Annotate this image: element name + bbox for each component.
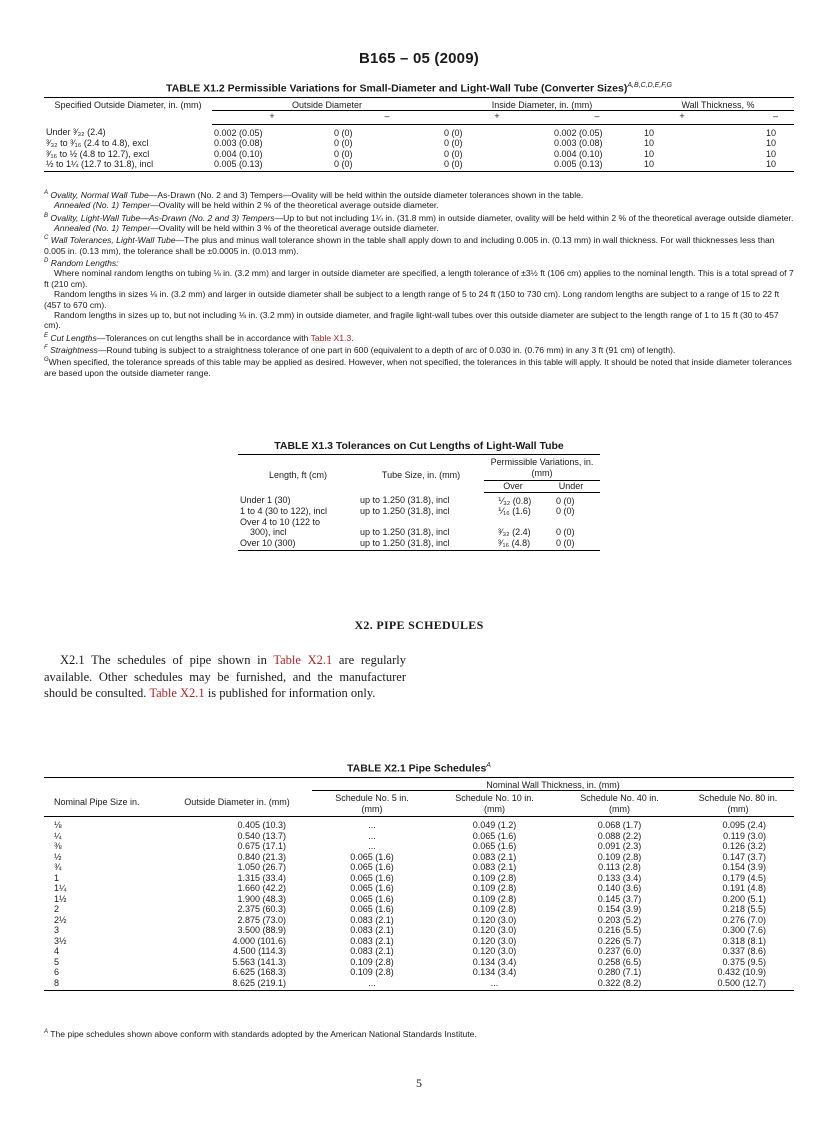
cell-outside-diameter: 0.405 (10.3) (237, 820, 286, 830)
cell-od-plus: 0.005 (0.13) (214, 159, 263, 169)
cell-tube: up to 1.250 (31.8), incl (360, 537, 450, 548)
table-x2-1-title-text: TABLE X2.1 Pipe Schedules (347, 762, 487, 775)
cell-schedule-5: 0.083 (2.1) (350, 935, 394, 946)
cell-under: 0 (0) (556, 506, 575, 516)
cell-wt-plus: 10 (644, 159, 655, 169)
note-d2: Random lengths in sizes ⅛ in. (3.2 mm) and larger in outside diameter shall be subject to a length range of 5 to 24 ft (150 to 730 cm). Long random lengths are subject to a range of 15 to 22 ft (457 to 670 cm). (44, 289, 780, 310)
note-a-label: Ovality, Normal Wall Tube (50, 189, 149, 200)
cell-schedule-5: 0.083 (2.1) (350, 925, 394, 935)
cell-over: ⅟₁₆ (1.6) (498, 506, 531, 516)
table-x1-3-title: TABLE X1.3 Tolerances on Cut Lengths of Light-Wall Tube (274, 440, 564, 452)
table-x1-3-grid (238, 454, 600, 551)
cell-schedule-80: 0.147 (3.7) (722, 851, 766, 862)
table-x1-2-title (44, 82, 794, 95)
note-b-mark: B (44, 212, 49, 219)
note-b2 (44, 223, 796, 233)
note-e-end: . (351, 332, 354, 343)
cell-tube: up to 1.250 (31.8), incl (360, 527, 450, 537)
group-inside-diameter: Inside Diameter, in. (mm) (442, 97, 642, 111)
cell-outside-diameter: 1.900 (48.3) (237, 893, 286, 904)
note-g-mark: G (44, 357, 49, 364)
cell-od-minus: 0 (0) (334, 138, 353, 148)
col-schedule-5: Schedule No. 5 in. (mm) (312, 791, 432, 817)
cell-schedule-10: 0.120 (3.0) (472, 914, 517, 925)
cell-schedule-40: 0.113 (2.8) (598, 862, 641, 872)
table-row (44, 862, 794, 873)
col-schedule-80: Schedule No. 80 in. (mm) (682, 791, 794, 817)
cell-schedule-10: 0.134 (3.4) (472, 956, 517, 967)
cell-outside-diameter: 1.660 (42.2) (237, 883, 286, 893)
table-x2-1-footnote-mark: A (44, 1029, 49, 1036)
cell-wt-minus: 10 (765, 148, 776, 159)
cell-schedule-5: 0.083 (2.1) (350, 914, 394, 925)
cell-schedule-40: 0.226 (5.7) (597, 935, 642, 946)
cell-schedule-40: 0.237 (6.0) (597, 946, 642, 956)
cell-schedule-5: 0.065 (1.6) (350, 862, 394, 872)
cell-schedule-40: 0.088 (2.2) (597, 830, 642, 841)
cell-schedule-80: 0.276 (7.0) (722, 914, 766, 925)
cell-outside-diameter: 5.563 (141.3) (232, 956, 286, 967)
cell-outside-diameter: 4.500 (114.3) (233, 946, 286, 956)
cell-nps: 1½ (54, 893, 67, 904)
note-b2-label: Annealed (No. 1) Temper (54, 222, 151, 233)
cell-over: ⅟₃₂ (0.8) (498, 495, 532, 506)
cell-over: ³⁄₁₆ (4.8) (498, 537, 531, 548)
note-d (44, 256, 796, 268)
cell-length: Over 4 to 10 (122 to (240, 516, 321, 527)
cell-schedule-40: 0.145 (3.7) (597, 893, 642, 904)
cell-schedule-40: 0.091 (2.3) (597, 841, 642, 851)
table-x1-2-notes (44, 188, 796, 378)
cell-schedule-5: ... (368, 830, 376, 841)
cell-schedule-80: 0.095 (2.4) (722, 820, 766, 830)
section-heading: X2. PIPE SCHEDULES (354, 618, 484, 632)
note-a-text: —As-Drawn (No. 2 and 3) Tempers—Ovality will be held within the outside diameter tolerances shown in the table. (148, 189, 584, 200)
cell-nps: ½ (54, 851, 62, 862)
note-g-text: When specified, the tolerance spreads of this table may be applied as desired. However, when not specified, the tolerances in this table will apply. It should be noted that inside diameter tolerances are based upon the outside diameter range. (44, 357, 792, 378)
cell-od-plus: 0.003 (0.08) (214, 138, 263, 148)
table-row (44, 915, 794, 926)
cell-schedule-10: 0.049 (1.2) (472, 820, 517, 830)
table-x1-2-title-footnotes: A,B,C,D,E,F,G (627, 82, 672, 89)
table-x1-2-grid (44, 97, 794, 172)
table-x2-1-footnote (44, 1029, 477, 1039)
cell-schedule-5: ... (368, 820, 376, 830)
id-minus-header: – (552, 111, 642, 125)
cell-schedule-40: 0.154 (3.9) (597, 904, 642, 914)
table-row (238, 538, 600, 551)
wt-minus-header: – (722, 111, 794, 125)
note-f (44, 343, 796, 355)
cell-schedule-10: 0.083 (2.1) (472, 851, 517, 862)
note-c-mark: C (44, 235, 49, 242)
table-x2-1-title-footnote: A (486, 762, 491, 769)
cell-schedule-40: 0.140 (3.6) (597, 883, 642, 893)
cell-nps: 3½ (54, 935, 67, 946)
table-row (44, 925, 794, 936)
cell-wt-plus: 10 (644, 138, 655, 148)
col-permissible-variations: Permissible Variations, in. (mm) (490, 457, 594, 478)
col-specified-od: Specified Outside Diameter, in. (mm) (54, 99, 202, 110)
cell-wt-minus: 10 (765, 138, 776, 148)
cell-od-minus: 0 (0) (334, 148, 353, 159)
cell-nps: ⅛ (54, 820, 62, 830)
note-a (44, 188, 796, 200)
col-under: Under (542, 481, 600, 493)
cell-schedule-10: 0.109 (2.8) (472, 904, 517, 914)
cell-schedule-10: 0.109 (2.8) (472, 893, 517, 904)
table-row (44, 936, 794, 947)
cell-schedule-80: 0.200 (5.1) (722, 893, 766, 904)
col-length: Length, ft (cm) (268, 470, 328, 481)
cell-outside-diameter: 0.540 (13.7) (237, 830, 286, 841)
table-row (44, 946, 794, 957)
cell-schedule-80: 0.300 (7.6) (722, 925, 766, 935)
cell-nps: 3 (54, 925, 60, 935)
cell-schedule-80: 0.218 (5.5) (722, 904, 766, 914)
cell-id-plus: 0 (0) (444, 159, 463, 169)
table-row (44, 883, 794, 894)
cell-tube (358, 517, 484, 528)
table-x2-1-grid (44, 777, 794, 992)
cell-schedule-80: 0.119 (3.0) (723, 830, 766, 841)
table-row (44, 159, 794, 171)
group-outside-diameter: Outside Diameter (212, 97, 442, 111)
od-plus-header: + (212, 111, 332, 125)
note-c-label: Wall Tolerances, Light-Wall Tube (50, 235, 176, 246)
cell-over: ³⁄₃₂ (2.4) (498, 527, 531, 537)
cell-length: Under 1 (30) (240, 495, 291, 505)
note-f-text: —Round tubing is subject to a straightness tolerance of one part in 600 (equivalent to a depth of arc of 0.030 in. (0.76 mm) in any 3 ft (91 cm) of length). (97, 344, 676, 355)
cell-schedule-5: 0.109 (2.8) (350, 956, 394, 967)
table-x2-1-link-1[interactable]: Table X2.1 (273, 653, 333, 667)
table-x2-1-footnote-text: The pipe schedules shown above conform with standards adopted by the American National Standards Institute. (50, 1029, 477, 1039)
cell-schedule-40: 0.109 (2.8) (597, 851, 642, 862)
od-minus-header: – (332, 111, 442, 125)
note-a2-label: Annealed (No. 1) Temper (54, 200, 151, 211)
cell-schedule-40: 0.203 (5.2) (597, 914, 642, 925)
cell-schedule-10: 0.083 (2.1) (472, 862, 517, 872)
table-x1-3-link[interactable]: Table X1.3 (310, 332, 352, 343)
cell-size: Under ³⁄₃₂ (2.4) (46, 127, 106, 137)
cell-schedule-10: 0.109 (2.8) (472, 872, 517, 883)
id-plus-header: + (442, 111, 552, 125)
cell-id-minus: 0.004 (0.10) (554, 148, 603, 159)
cell-wt-minus: 10 (765, 159, 776, 169)
cell-schedule-80: 0.126 (3.2) (722, 841, 766, 851)
cell-schedule-40: 0.068 (1.7) (597, 820, 642, 830)
note-f-label: Straightness (50, 344, 98, 355)
cell-nps: 2½ (54, 914, 67, 925)
wt-plus-header: + (642, 111, 722, 125)
note-b-label: Ovality, Light-Wall Tube—As-Drawn (No. 2 and 3) Tempers (50, 212, 275, 223)
cell-nps: 2 (54, 904, 60, 914)
cell-outside-diameter: 2.375 (60.3) (237, 904, 286, 914)
cell-tube: up to 1.250 (31.8), incl (360, 506, 450, 516)
table-row (44, 138, 794, 149)
cell-schedule-80: 0.154 (3.9) (722, 862, 766, 872)
note-d1: Where nominal random lengths on tubing ⅛ in. (3.2 mm) and larger in outside diameter are specified, a length tolerance of ±3½ ft (106 cm) applies to the nominal length. This is a total spread of 7 ft (210 cm). (44, 268, 794, 289)
cell-nps: ¼ (54, 830, 62, 841)
note-c-text: —The plus and minus wall tolerance shown in the table shall apply down to and including 0.005 in. (0.13 mm) in wall thickness. For wall thicknesses less than 0.005 in. (0.13 mm), the tolerance shall be ±0.0005 in. (0.013 mm). (44, 235, 775, 256)
cell-over (484, 517, 542, 528)
note-e-label: Cut Lengths (50, 332, 97, 343)
cell-od-plus: 0.004 (0.10) (214, 148, 263, 159)
table-row (238, 492, 600, 506)
note-b (44, 211, 796, 223)
table-row (44, 978, 794, 991)
table-x1-2-title-text: TABLE X1.2 Permissible Variations for Small-Diameter and Light-Wall Tube (Converter Sizes) (166, 82, 628, 95)
paragraph-text-b: are regularly available. Other schedules may be furnished, and the manufacturer should be consulted. (44, 653, 406, 700)
cell-nps: ⅜ (54, 841, 62, 851)
cell-wt-plus: 10 (644, 148, 655, 159)
cell-length: Over 10 (300) (240, 537, 296, 548)
cell-od-minus: 0 (0) (334, 127, 353, 138)
document-title: B165 – 05 (2009) (359, 50, 479, 67)
cell-nps: 8 (54, 977, 60, 988)
cell-id-minus: 0.005 (0.13) (554, 159, 603, 169)
cell-id-minus: 0.002 (0.05) (554, 127, 603, 138)
col-schedule-40: Schedule No. 40 in. (mm) (557, 791, 682, 817)
note-d3: Random lengths in sizes up to, but not including ⅛ in. (3.2 mm) in outside diameter, and fragile light-wall tubes over this outside diameter are subject to the length range of 1 to 15 ft (30 to 457 cm). (44, 309, 779, 331)
cell-tube: up to 1.250 (31.8), incl (360, 495, 450, 505)
cell-wt-minus: 10 (765, 127, 776, 138)
table-x2-1-title (44, 762, 794, 775)
table-row (44, 967, 794, 978)
cell-outside-diameter: 1.050 (26.7) (237, 862, 286, 872)
cell-schedule-10: 0.065 (1.6) (472, 841, 517, 851)
table-x1-3 (238, 440, 600, 551)
cell-id-plus: 0 (0) (444, 148, 463, 159)
cell-schedule-5: ... (368, 841, 376, 851)
cell-schedule-40: 0.133 (3.4) (597, 872, 642, 883)
page-number: 5 (416, 1076, 422, 1090)
col-nominal-pipe-size: Nominal Pipe Size in. (44, 791, 162, 817)
table-row (44, 873, 794, 884)
cell-id-minus: 0.003 (0.08) (554, 138, 603, 148)
table-row (44, 149, 794, 160)
cell-outside-diameter: 3.500 (88.9) (237, 925, 286, 935)
table-x1-2 (44, 82, 794, 172)
section-paragraph (44, 652, 406, 702)
cell-schedule-10: 0.120 (3.0) (472, 935, 517, 946)
cell-nps: 1 (54, 872, 60, 883)
cell-schedule-40: 0.216 (5.5) (597, 925, 642, 935)
col-over: Over (484, 481, 542, 493)
note-f-mark: F (44, 344, 48, 351)
cell-schedule-40: 0.280 (7.1) (597, 967, 642, 977)
cell-under: 0 (0) (556, 527, 575, 537)
cell-schedule-80: 0.500 (12.7) (717, 977, 766, 988)
cell-schedule-80: 0.337 (8.6) (722, 946, 766, 956)
note-e-mark: E (44, 332, 49, 339)
cell-schedule-5: 0.065 (1.6) (350, 883, 394, 893)
cell-length: 1 to 4 (30 to 122), incl (240, 506, 328, 516)
cell-schedule-5: 0.065 (1.6) (350, 904, 394, 914)
table-row (44, 831, 794, 842)
cell-schedule-10: 0.120 (3.0) (472, 925, 517, 935)
cell-nps: 5 (54, 956, 60, 967)
cell-outside-diameter: 0.840 (21.3) (237, 851, 286, 862)
note-e (44, 331, 796, 343)
note-e-text: —Tolerances on cut lengths shall be in accordance with (96, 332, 311, 343)
table-row (44, 957, 794, 968)
cell-schedule-40: 0.258 (6.5) (597, 956, 642, 967)
note-a2-text: —Ovality will be held within 2 % of the theoretical average outside diameter. (150, 200, 439, 211)
cell-schedule-5: 0.065 (1.6) (350, 872, 394, 883)
table-row (238, 527, 600, 538)
cell-schedule-10: 0.120 (3.0) (472, 946, 517, 956)
col-tube-size: Tube Size, in. (mm) (381, 470, 461, 481)
cell-id-plus: 0 (0) (444, 127, 463, 138)
cell-id-plus: 0 (0) (444, 138, 463, 148)
cell-nps: 6 (54, 967, 60, 977)
cell-schedule-80: 0.375 (9.5) (722, 956, 766, 967)
cell-schedule-5: 0.065 (1.6) (350, 893, 394, 904)
note-d-mark: D (44, 258, 49, 265)
cell-schedule-10: 0.065 (1.6) (472, 830, 517, 841)
table-row (238, 517, 600, 528)
cell-od-plus: 0.002 (0.05) (214, 127, 263, 138)
cell-nps: ¾ (54, 862, 62, 872)
note-b-text: —Up to but not including 1¼ in. (31.8 mm) in outside diameter, ovality will be held within 2 % of the theoretical average outside diameter. (274, 212, 794, 223)
cell-schedule-5: ... (368, 977, 376, 988)
cell-schedule-80: 0.318 (8.1) (722, 935, 766, 946)
cell-size: ³⁄₁₆ to ½ (4.8 to 12.7), excl (46, 148, 150, 159)
group-wall-thickness: Wall Thickness, % (642, 97, 794, 111)
cell-wt-plus: 10 (644, 127, 655, 138)
cell-schedule-10: ... (490, 977, 499, 988)
note-a-mark: A (44, 190, 49, 196)
cell-schedule-80: 0.191 (4.8) (722, 883, 766, 893)
cell-under: 0 (0) (556, 537, 575, 548)
cell-schedule-10: 0.134 (3.4) (472, 967, 517, 977)
cell-outside-diameter: 0.675 (17.1) (237, 841, 286, 851)
cell-length: 300), incl (250, 527, 287, 537)
cell-schedule-80: 0.179 (4.5) (722, 872, 766, 883)
cell-under (542, 517, 600, 528)
note-c (44, 233, 796, 256)
table-x2-1-link-2[interactable]: Table X2.1 (149, 686, 205, 700)
table-row (44, 904, 794, 915)
cell-schedule-5: 0.083 (2.1) (350, 946, 394, 956)
note-g (44, 355, 796, 378)
cell-under: 0 (0) (556, 495, 575, 506)
table-row (44, 124, 794, 138)
table-row (44, 894, 794, 905)
cell-outside-diameter: 6.625 (168.3) (232, 967, 286, 977)
table-x2-1 (44, 762, 794, 991)
cell-schedule-10: 0.109 (2.8) (472, 883, 517, 893)
col-schedule-10: Schedule No. 10 in. (mm) (432, 791, 557, 817)
col-outside-diameter: Outside Diameter in. (mm) (162, 791, 312, 817)
cell-schedule-40: 0.322 (8.2) (597, 977, 642, 988)
cell-schedule-5: 0.109 (2.8) (350, 967, 394, 977)
cell-size: ³⁄₃₂ to ³⁄₁₆ (2.4 to 4.8), excl (46, 138, 149, 148)
table-row (44, 817, 794, 831)
cell-outside-diameter: 8.625 (219.1) (232, 977, 286, 988)
cell-schedule-5: 0.065 (1.6) (350, 851, 394, 862)
paragraph-text-c: is published for information only. (204, 686, 376, 700)
group-nominal-wall: Nominal Wall Thickness, in. (mm) (312, 777, 794, 791)
note-d-label: Random Lengths: (50, 257, 119, 268)
table-row (238, 506, 600, 517)
table-row (44, 852, 794, 863)
cell-schedule-80: 0.432 (10.9) (717, 967, 766, 977)
cell-outside-diameter: 1.315 (33.4) (237, 872, 286, 883)
cell-nps: 4 (54, 946, 60, 956)
cell-od-minus: 0 (0) (334, 159, 353, 169)
cell-nps: 1¼ (54, 883, 67, 893)
note-b2-text: —Ovality will be held within 3 % of the theoretical average outside diameter. (150, 222, 439, 233)
note-a2 (44, 200, 796, 210)
cell-size: ½ to 1¼ (12.7 to 31.8), incl (46, 159, 154, 169)
paragraph-text-a: X2.1 The schedules of pipe shown in (60, 653, 274, 667)
cell-outside-diameter: 2.875 (73.0) (237, 914, 286, 925)
table-row (44, 841, 794, 852)
cell-outside-diameter: 4.000 (101.6) (232, 935, 286, 946)
